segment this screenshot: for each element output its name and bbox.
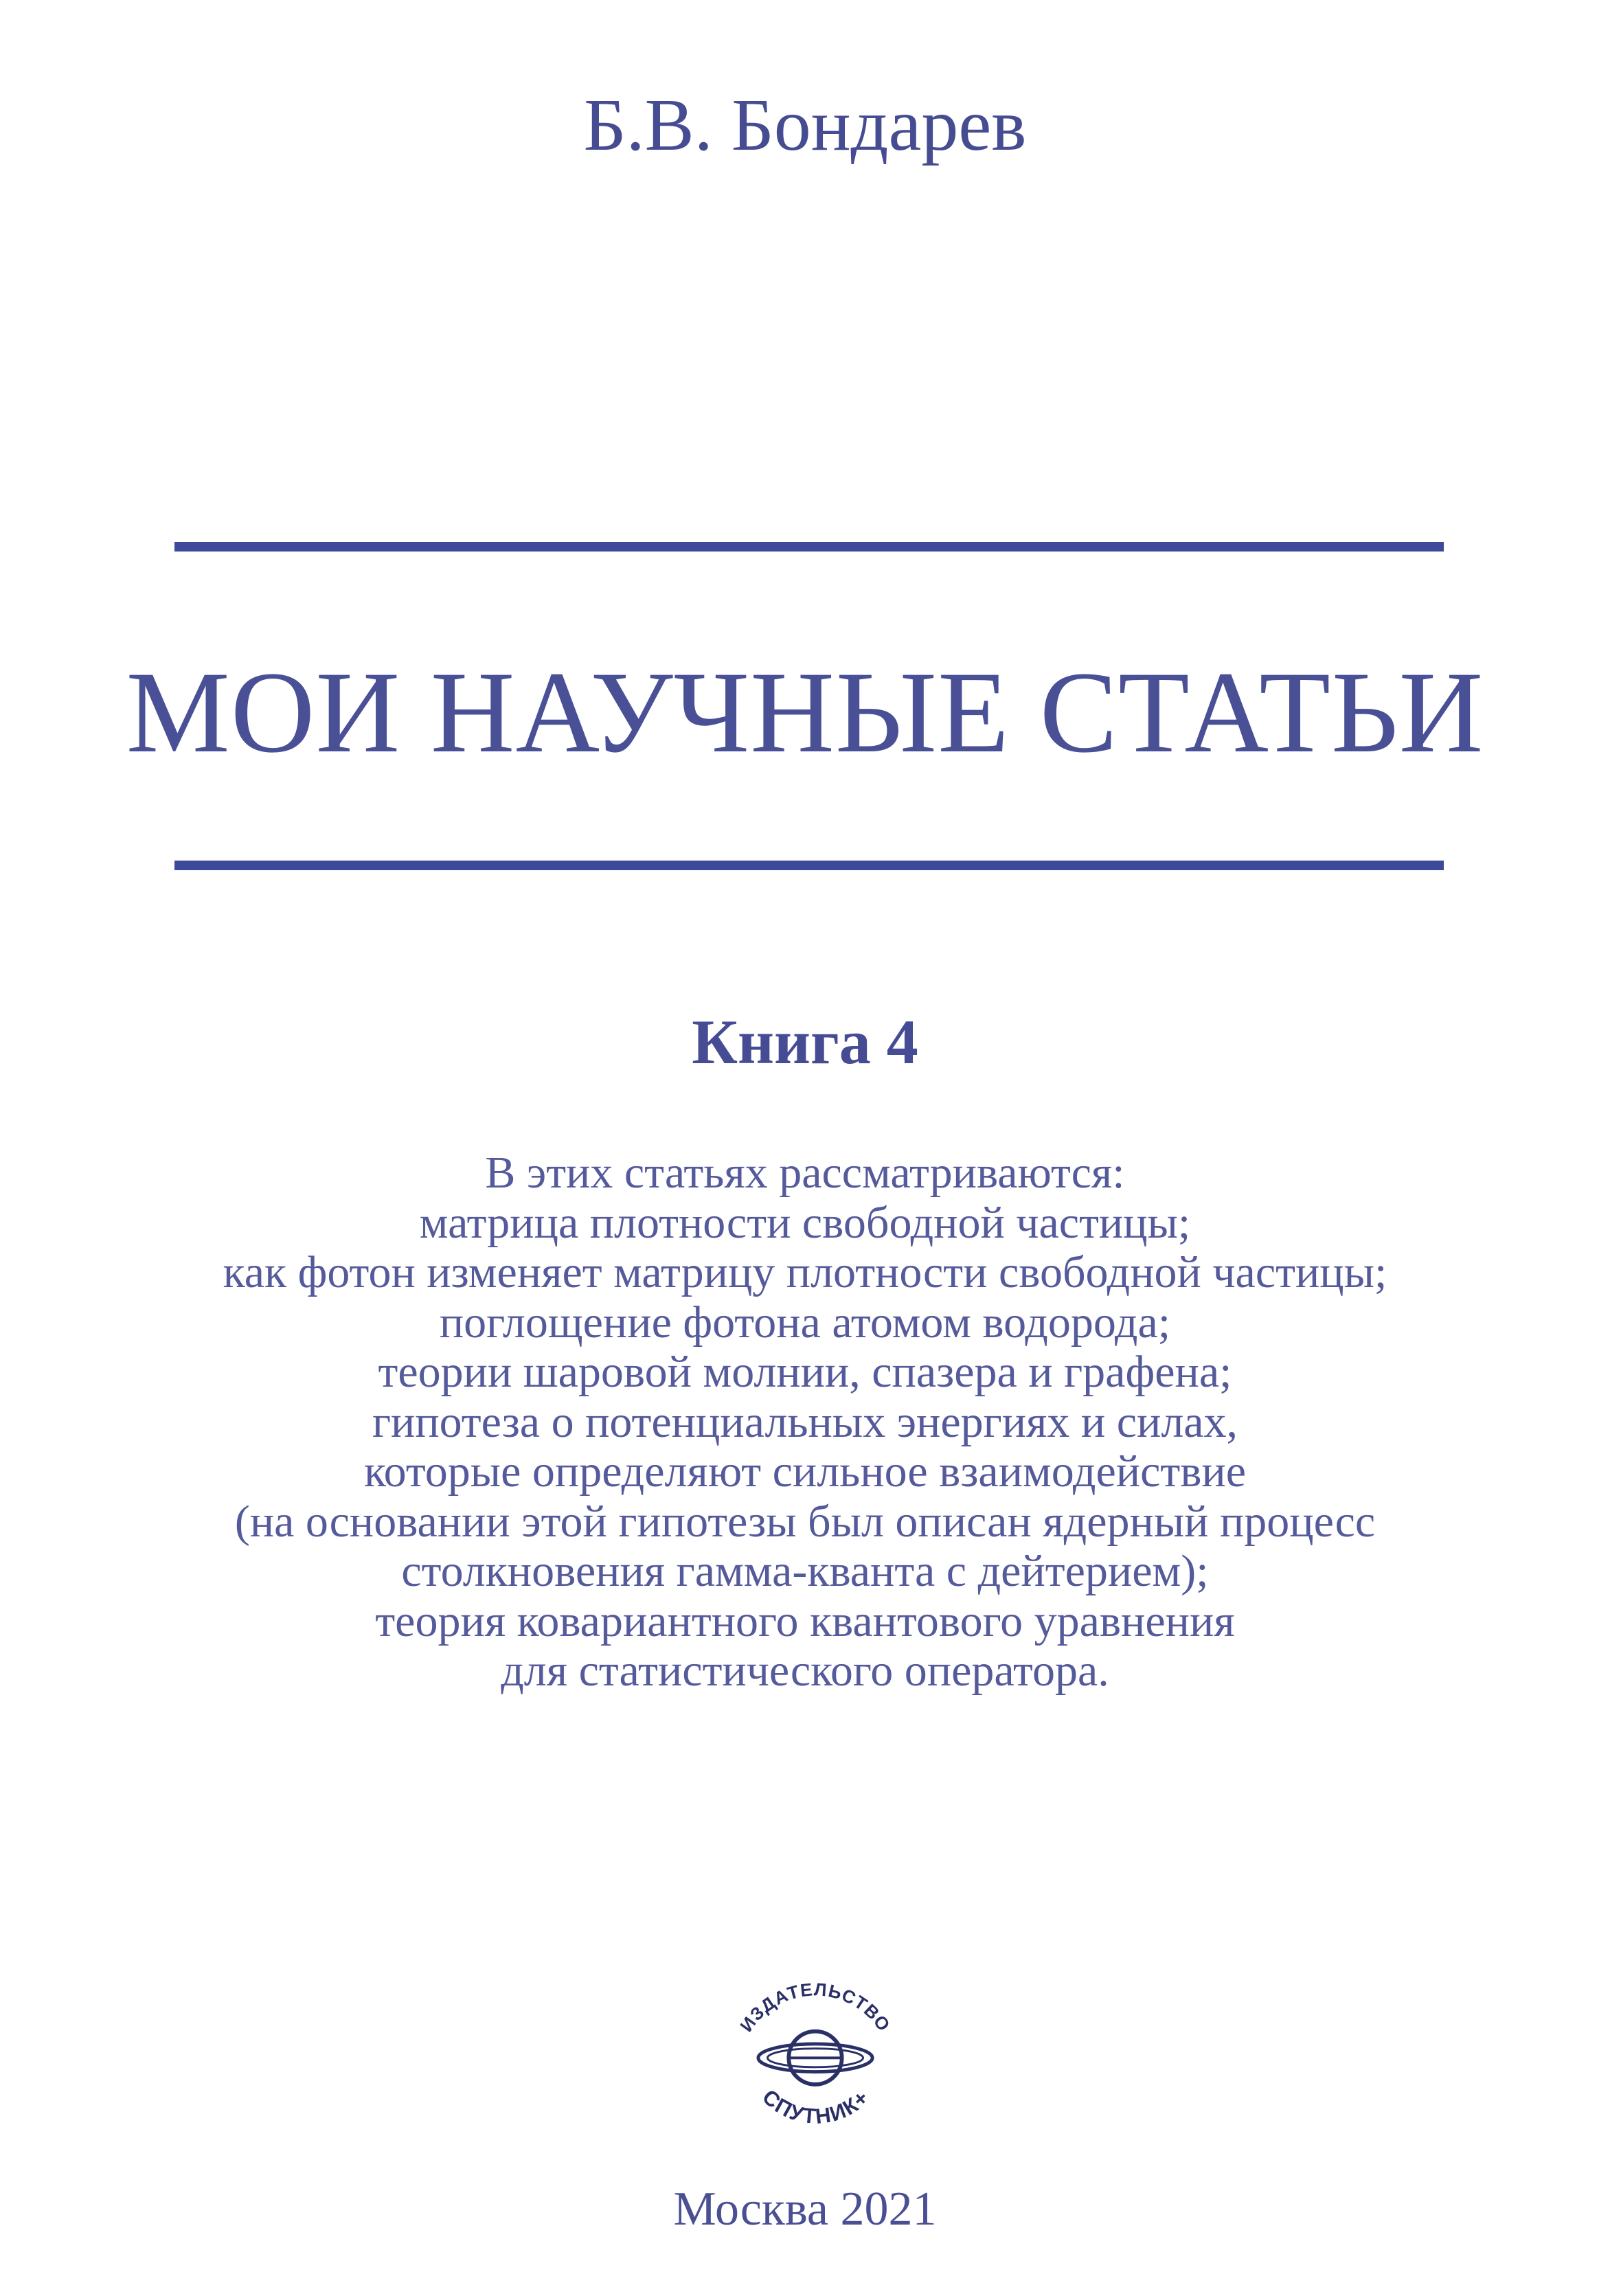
description-line: (на основании этой гипотезы был описан ядерный процесс [234,1496,1376,1547]
description-line: В этих статьях рассматриваются: [485,1148,1125,1198]
description-line: столкновения гамма-кванта с дейтерием); [401,1546,1209,1596]
publisher-logo-bottom-text: СПУТНИК+ [758,2084,874,2129]
description-line: теории шаровой молнии, спазера и графена; [378,1347,1232,1397]
description-line: матрица плотности свободной частицы; [419,1197,1191,1248]
book-number: Книга 4 [692,1007,918,1077]
description-line: гипотеза о потенциальных энергиях и силах, [372,1396,1238,1447]
svg-text:СПУТНИК+ [758,2084,874,2128]
svg-text:ИЗДАТЕЛЬСТВО [736,1979,895,2036]
description-line: как фотон изменяет матрицу плотности свободной частицы; [223,1247,1387,1297]
publisher-logo [716,1944,915,2143]
place-and-year: Москва 2021 [673,2183,937,2236]
planet-ring-icon [758,2032,872,2084]
description-line: для статистического оператора. [501,1646,1109,1696]
publisher-logo-top-text: ИЗДАТЕЛЬСТВО [736,1979,895,2036]
top-divider [174,542,1444,552]
book-title: МОИ НАУЧНЫЕ СТАТЬИ [126,648,1484,777]
description [0,1148,1610,1696]
author-name: Б.В. Бондарев [583,84,1027,166]
description-line: которые определяют сильное взаимодействие [363,1446,1247,1497]
description-line: поглощение фотона атомом водорода; [439,1297,1171,1348]
description-line: теория ковариантного квантового уравнения [375,1595,1235,1646]
bottom-divider [174,861,1444,870]
